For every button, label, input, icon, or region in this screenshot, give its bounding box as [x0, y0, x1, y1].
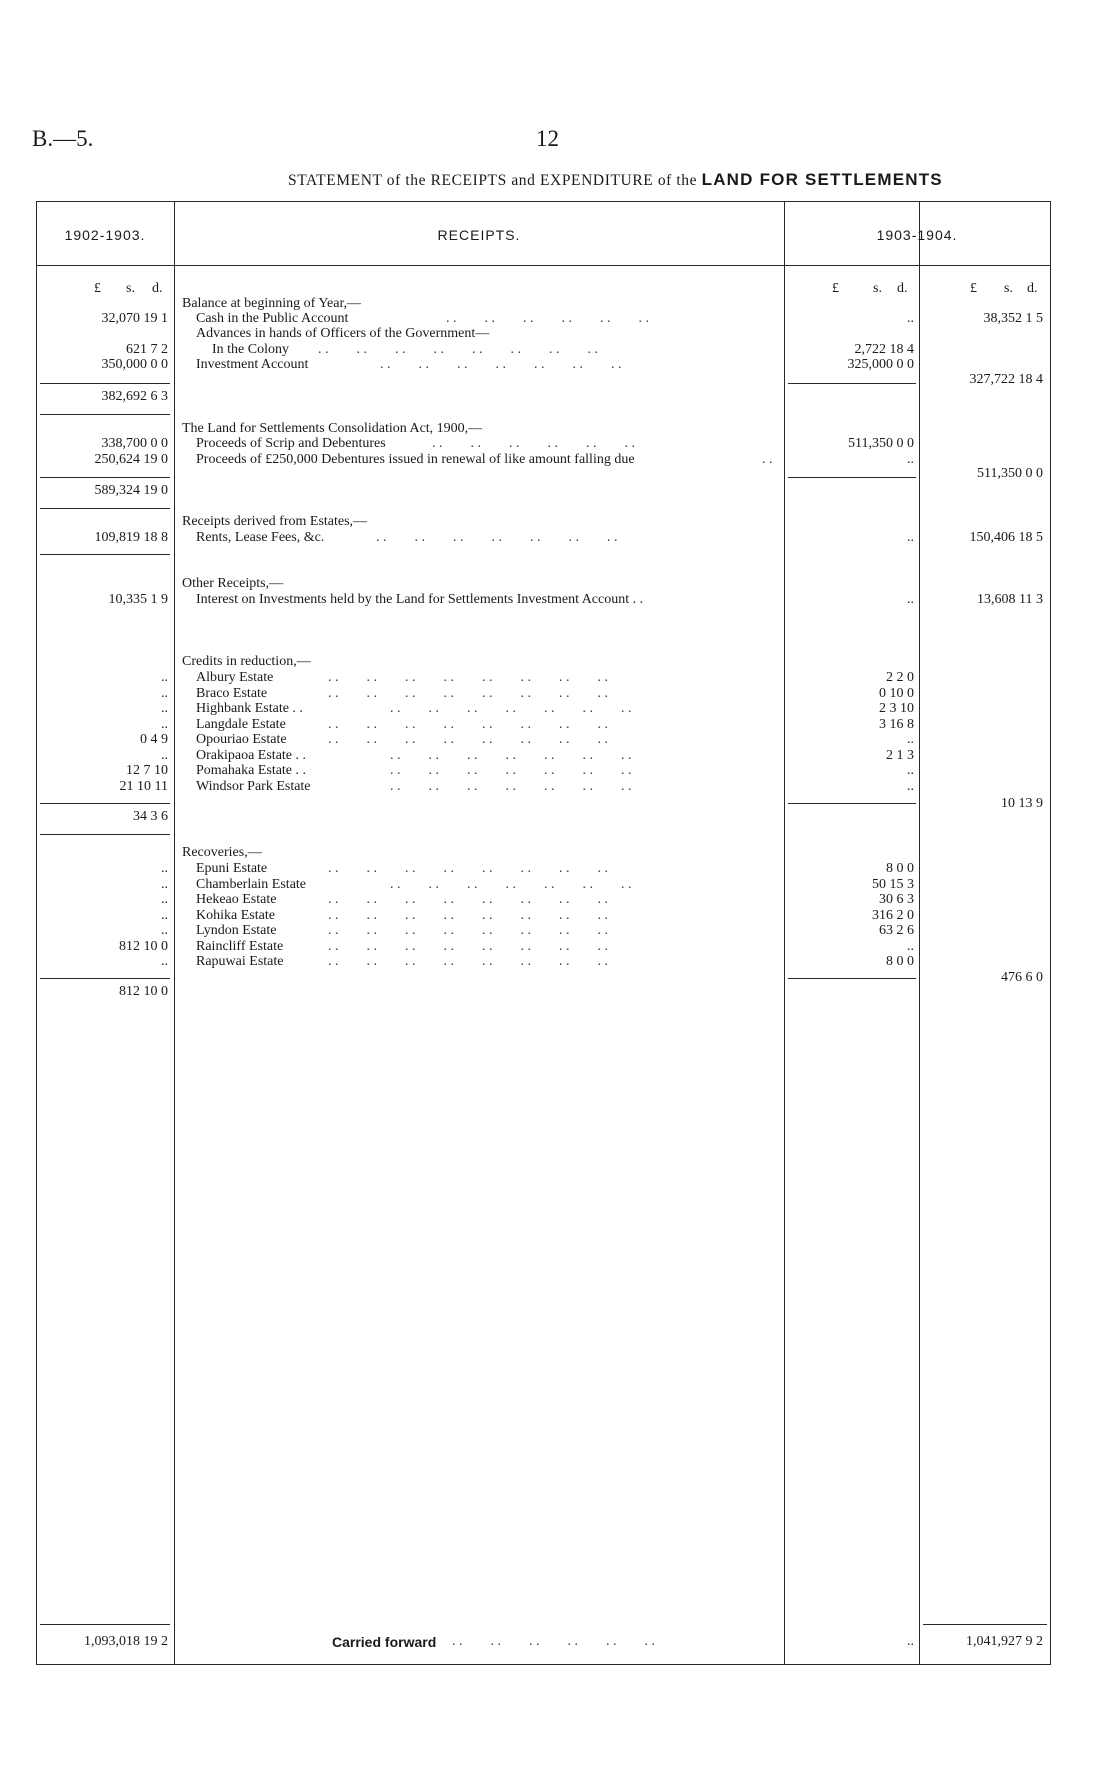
curr-value: .. [907, 732, 914, 747]
prev-value: 21 10 11 [119, 779, 168, 794]
row-label: Hekeao Estate [196, 892, 277, 907]
prev-value: .. [161, 717, 168, 732]
prev-subtotal: 589,324 19 0 [94, 483, 168, 498]
statement-subject: LAND FOR SETTLEMENTS [701, 170, 943, 189]
leader-dots: . . . . . . . . . . . . . . . . [328, 939, 608, 954]
list-item [0, 861, 1114, 877]
subtotal-row [0, 372, 1114, 388]
curr-value: .. [907, 763, 914, 778]
unit-pound: £ [94, 281, 101, 296]
curr-value: .. [907, 530, 914, 545]
list-item [0, 939, 1114, 955]
curr-value: 50 15 3 [872, 877, 914, 892]
row-label: Windsor Park Estate [196, 779, 311, 794]
header-prev-year: 1902-1903. [64, 227, 146, 243]
row-label: Orakipaoa Estate . . [196, 748, 307, 763]
prev-subtotal: 34 3 6 [133, 809, 168, 824]
total-rule [40, 1624, 170, 1625]
unit-pound: £ [970, 281, 977, 296]
row-label: Albury Estate [196, 670, 274, 685]
subtotal-row [0, 984, 1114, 1000]
statement-title [288, 170, 943, 190]
leader-dots: . . . . . . . . . . . . [446, 311, 649, 326]
list-item [0, 763, 1114, 779]
curr-total: 1,041,927 9 2 [966, 1634, 1043, 1649]
leader-dots: . . . . . . . . . . . . . . . . [328, 954, 608, 969]
header-rule [36, 265, 1050, 266]
curr-value: .. [907, 452, 914, 467]
leader-dots: . . . . . . . . . . . . . . [390, 877, 632, 892]
heading-label: Credits in reduction,— [182, 654, 311, 669]
row-label: Cash in the Public Account [196, 311, 349, 326]
section-heading [0, 654, 1114, 670]
unit-pence: d. [152, 281, 163, 296]
subtotal-row [0, 796, 1114, 812]
list-item [0, 686, 1114, 702]
leader-dots: . . . . . . . . . . . . . . . . [328, 923, 608, 938]
leader-dots: . . . . . . . . . . . . [452, 1634, 655, 1649]
table-row [0, 357, 1114, 373]
curr-value: .. [907, 311, 914, 326]
row-label: Proceeds of Scrip and Debentures [196, 436, 386, 451]
prev-total: 1,093,018 19 2 [84, 1634, 168, 1649]
curr-value: .. [907, 939, 914, 954]
curr-value: 8 0 0 [886, 861, 914, 876]
row-label: Investment Account [196, 357, 309, 372]
section-heading [0, 421, 1114, 437]
leader-dots: . . . . . . . . . . . . . . [390, 779, 632, 794]
list-item [0, 670, 1114, 686]
heading-label: The Land for Settlements Consolidation Act, 1900,— [182, 421, 483, 436]
leader-dots: . . . . . . . . . . . . [432, 436, 635, 451]
prev-value: 109,819 18 8 [94, 530, 168, 545]
curr-total: 13,608 11 3 [977, 592, 1043, 607]
unit-shilling: s. [873, 281, 882, 296]
unit-pound: £ [832, 281, 839, 296]
header-receipts: RECEIPTS. [437, 227, 521, 243]
row-label: Kohika Estate [196, 908, 275, 923]
sub-heading [0, 326, 1114, 342]
row-label: Interest on Investments held by the Land for Settlements Investment Account . . [196, 592, 644, 607]
list-item [0, 877, 1114, 893]
curr-subtotal: 511,350 0 0 [977, 466, 1043, 481]
curr-value: 511,350 0 0 [848, 436, 914, 451]
prev-value: 10,335 1 9 [108, 592, 168, 607]
row-label: Raincliff Estate [196, 939, 284, 954]
row-label: Langdale Estate [196, 717, 286, 732]
list-item [0, 732, 1114, 748]
prev-value: .. [161, 892, 168, 907]
prev-value: .. [161, 923, 168, 938]
curr-value: 2 3 10 [879, 701, 914, 716]
row-label: Proceeds of £250,000 Debentures issued in renewal of like amount falling due [196, 452, 635, 467]
row-label: Epuni Estate [196, 861, 268, 876]
heading-label: Recoveries,— [182, 845, 262, 860]
units-row [0, 281, 1114, 297]
heading-label: Balance at beginning of Year,— [182, 296, 362, 311]
unit-pence: d. [1027, 281, 1038, 296]
section-rule [40, 834, 170, 835]
row-label: Rents, Lease Fees, &c. [196, 530, 325, 545]
prev-value: .. [161, 701, 168, 716]
unit-pence: d. [897, 281, 908, 296]
curr-subtotal: 327,722 18 4 [969, 372, 1043, 387]
leader-dots: . . . . . . . . . . . . . . [390, 763, 632, 778]
list-item [0, 701, 1114, 717]
heading-label: Receipts derived from Estates,— [182, 514, 368, 529]
curr-subtotal: 10 13 9 [1001, 796, 1043, 811]
prev-value: 812 10 0 [119, 939, 168, 954]
table-bottom-rule [36, 1664, 1050, 1665]
table-row [0, 311, 1114, 327]
prev-value: 0 4 9 [140, 732, 168, 747]
table-row [0, 592, 1114, 608]
section-rule [40, 508, 170, 509]
table-row [0, 342, 1114, 358]
row-label: Opouriao Estate [196, 732, 287, 747]
section-heading [0, 514, 1114, 530]
list-item [0, 717, 1114, 733]
row-label: Pomahaka Estate . . [196, 763, 307, 778]
section-heading [0, 296, 1114, 312]
curr-value: 2 2 0 [886, 670, 914, 685]
curr-value: 30 6 3 [879, 892, 914, 907]
subtotal-row [0, 389, 1114, 405]
prev-value: .. [161, 748, 168, 763]
curr-value: 2,722 18 4 [854, 342, 914, 357]
section-heading [0, 576, 1114, 592]
curr-value: 0 10 0 [879, 686, 914, 701]
leader-dots: . . . . . . . . . . . . . . [376, 530, 618, 545]
curr-value: 316 2 0 [872, 908, 914, 923]
prev-value: .. [161, 954, 168, 969]
prev-subtotal: 382,692 6 3 [101, 389, 168, 404]
curr-value: 325,000 0 0 [847, 357, 914, 372]
subtotal-row [0, 970, 1114, 986]
curr-value: .. [907, 1634, 914, 1649]
leader-dots: . . . . . . . . . . . . . . . . [328, 670, 608, 685]
prev-value: 621 7 2 [126, 342, 168, 357]
leader-dots: . . . . . . . . . . . . . . . . [328, 686, 608, 701]
list-item [0, 748, 1114, 764]
curr-value: 2 1 3 [886, 748, 914, 763]
prev-value: 338,700 0 0 [101, 436, 168, 451]
prev-value: .. [161, 686, 168, 701]
heading-label: Advances in hands of Officers of the Government— [196, 326, 490, 341]
page-number: 12 [536, 126, 559, 151]
section-heading [0, 845, 1114, 861]
heading-label: Other Receipts,— [182, 576, 284, 591]
leader-dots: . . . . . . . . . . . . . . . . [328, 861, 608, 876]
row-label: In the Colony [212, 342, 289, 357]
curr-value: 63 2 6 [879, 923, 914, 938]
curr-value: .. [907, 779, 914, 794]
subtotal-row [0, 483, 1114, 499]
curr-value: 3 16 8 [879, 717, 914, 732]
prev-value: .. [161, 670, 168, 685]
row-label: Rapuwai Estate [196, 954, 284, 969]
total-rule [923, 1624, 1047, 1625]
list-item [0, 779, 1114, 795]
unit-shilling: s. [126, 281, 135, 296]
leader-dots: . . . . . . . . . . . . . . . . [328, 892, 608, 907]
curr-total: 38,352 1 5 [983, 311, 1043, 326]
header-curr-year: 1903-1904. [876, 227, 958, 243]
prev-value: 12 7 10 [126, 763, 168, 778]
leader-dots: . . . . . . . . . . . . . . . . [318, 342, 598, 357]
table-row [0, 436, 1114, 452]
prev-value: 32,070 19 1 [101, 311, 168, 326]
list-item [0, 908, 1114, 924]
prev-value: .. [161, 861, 168, 876]
subtotal-row [0, 466, 1114, 482]
curr-value: .. [907, 592, 914, 607]
leader-dots: . . . . . . . . . . . . . . [390, 748, 632, 763]
list-item [0, 923, 1114, 939]
curr-subtotal: 476 6 0 [1001, 970, 1043, 985]
curr-value: 8 0 0 [886, 954, 914, 969]
leader-dots: . . [762, 452, 773, 467]
row-label: Highbank Estate . . [196, 701, 303, 716]
prev-subtotal: 812 10 0 [119, 984, 168, 999]
leader-dots: . . . . . . . . . . . . . . [380, 357, 622, 372]
row-label: Chamberlain Estate [196, 877, 307, 892]
curr-total: 150,406 18 5 [969, 530, 1043, 545]
statement-prefix: STATEMENT of the RECEIPTS and EXPENDITURE of the [288, 172, 698, 189]
prev-value: .. [161, 908, 168, 923]
row-label: Braco Estate [196, 686, 268, 701]
unit-shilling: s. [1004, 281, 1013, 296]
row-label: Lyndon Estate [196, 923, 277, 938]
section-rule [40, 414, 170, 415]
table-row [0, 530, 1114, 546]
section-rule [40, 554, 170, 555]
list-item [0, 954, 1114, 970]
prev-value: 350,000 0 0 [101, 357, 168, 372]
leader-dots: . . . . . . . . . . . . . . . . [328, 732, 608, 747]
list-item [0, 892, 1114, 908]
carried-forward-label: Carried forward [332, 1634, 437, 1650]
leader-dots: . . . . . . . . . . . . . . . . [328, 908, 608, 923]
leader-dots: . . . . . . . . . . . . . . [390, 701, 632, 716]
table-top-rule [36, 201, 1050, 202]
leader-dots: . . . . . . . . . . . . . . . . [328, 717, 608, 732]
prev-value: 250,624 19 0 [94, 452, 168, 467]
carried-forward-row [0, 1634, 1114, 1650]
prev-value: .. [161, 877, 168, 892]
document-reference: B.—5. [32, 126, 94, 151]
